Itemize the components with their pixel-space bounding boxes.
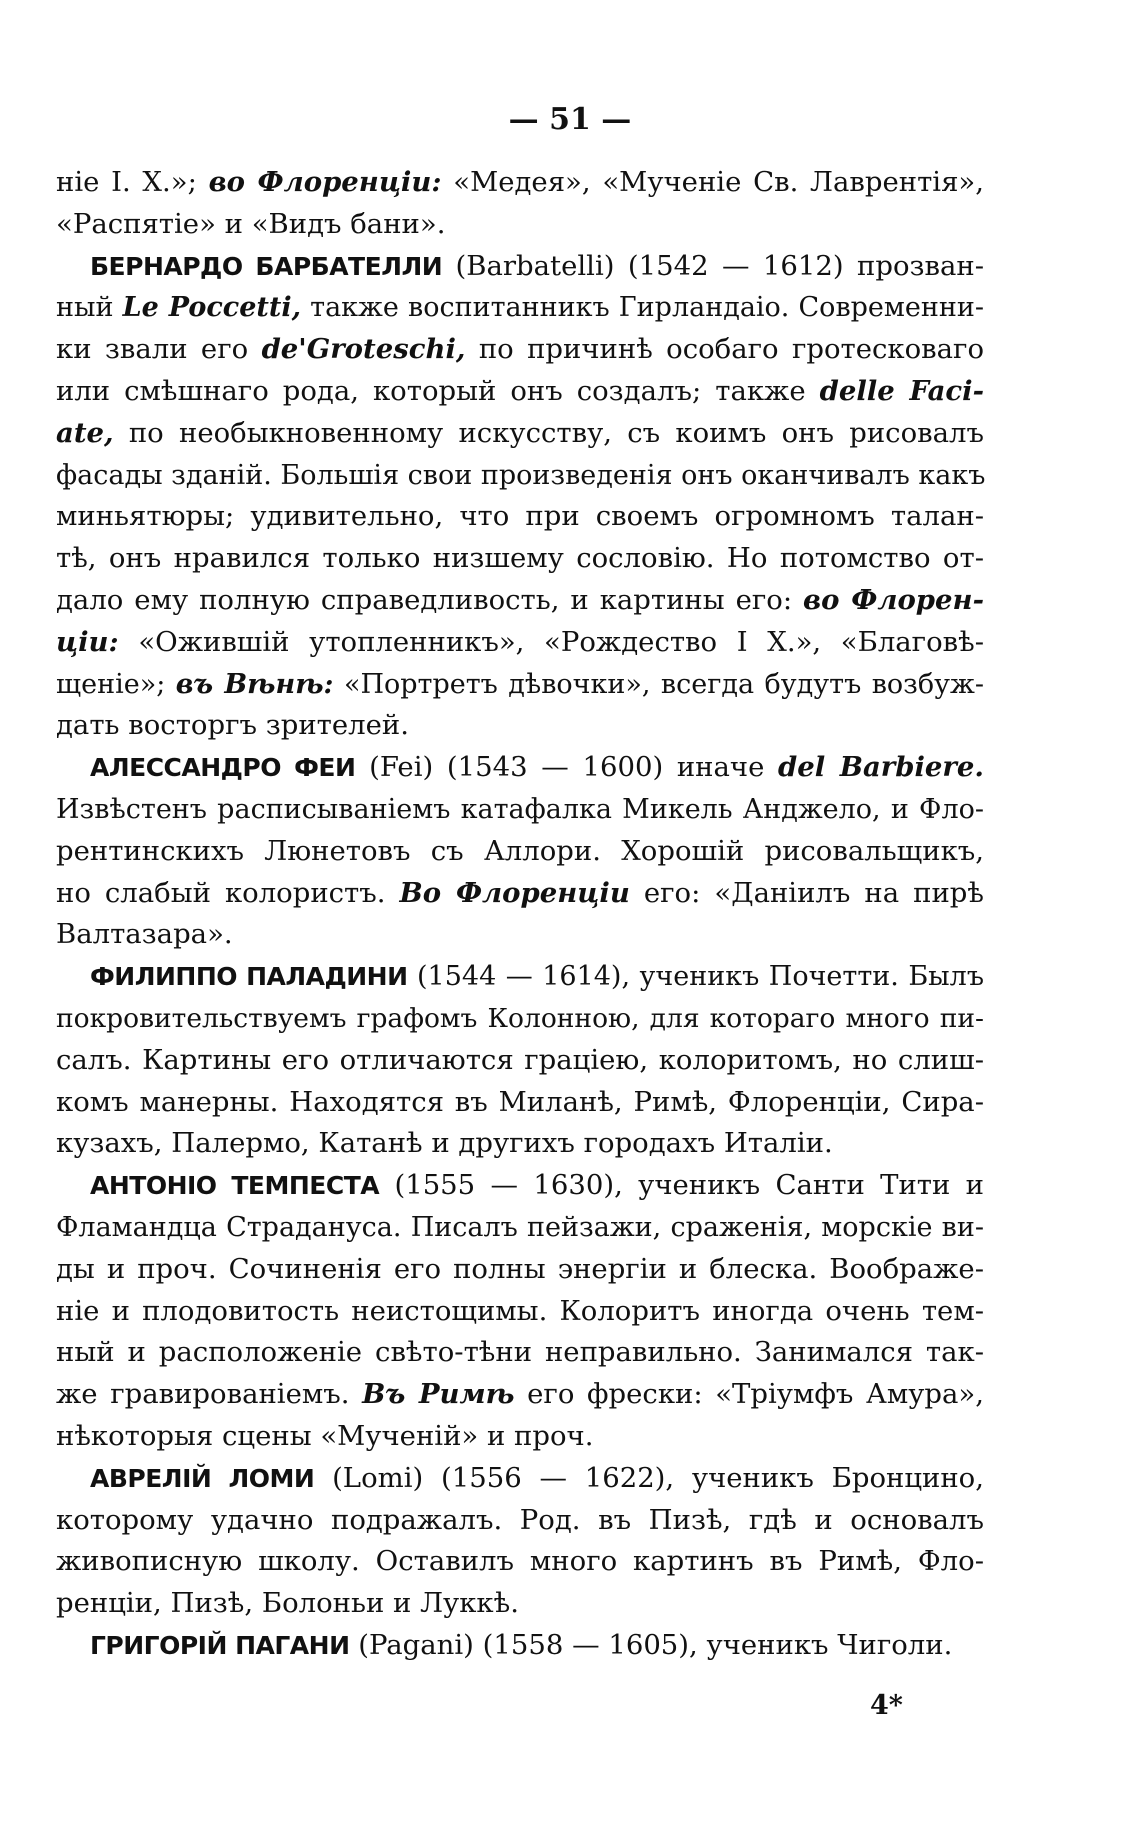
text-line (56, 747, 984, 789)
text-run: по причинѣ особаго гротесковаго (465, 333, 985, 366)
emphasis-text: Въ Римѣ (362, 1378, 515, 1411)
text-line (56, 1207, 984, 1249)
text-line (56, 1500, 984, 1542)
text-run: его: «Даніилъ на пирѣ (629, 876, 984, 909)
text-run: кузахъ, Палермо, Катанѣ и другихъ городахъ Италіи. (56, 1127, 833, 1160)
text-run: ніе І. Х.»; (56, 166, 209, 198)
text-line (56, 1374, 984, 1416)
text-line (56, 455, 984, 497)
text-line (56, 1625, 984, 1667)
text-run: ды и проч. Сочиненія его полны энергіи и блеска. Воображе- (56, 1252, 984, 1285)
text-run: нѣкоторыя сцены «Мученій» и проч. (56, 1419, 594, 1452)
text-run: Фламандца Страдануса. Писалъ пейзажи, сраженія, морскіе ви- (56, 1211, 984, 1243)
signature-mark: 4* (870, 1690, 903, 1721)
text-run: по необыкновенному искусству, съ коимъ онъ рисовалъ (113, 416, 984, 449)
emphasis-text: ate, (56, 416, 114, 449)
text-run: комъ манерны. Находятся въ Миланѣ, Римѣ, Флоренціи, Сира- (56, 1085, 984, 1118)
emphasis-text: delle Faci- (819, 374, 985, 407)
text-line (56, 413, 984, 455)
text-line (56, 789, 984, 831)
text-run: фасады зданій. Большія свои произведенія онъ оканчивалъ какъ (56, 459, 986, 491)
text-line (56, 914, 984, 956)
text-line (56, 1332, 984, 1374)
text-line (56, 1416, 984, 1458)
emphasis-text: Le Poccetti, (122, 292, 301, 324)
text-line (56, 204, 984, 246)
text-line (56, 1541, 984, 1583)
artist-name: БЕРНАРДО БАРБАТЕЛЛИ (90, 251, 443, 281)
text-line (56, 831, 984, 873)
text-line (56, 1458, 984, 1500)
emphasis-text: въ Вѣнѣ: (175, 668, 334, 700)
emphasis-text: de'Groteschi, (261, 333, 466, 366)
text-run: Извѣстенъ расписываніемъ катафалка Микель Анджело, и Фло- (56, 793, 984, 825)
text-run: салъ. Картины его отличаются граціею, колоритомъ, но слиш- (56, 1043, 984, 1076)
text-run: ніе и плодовитость неистощимы. Колоритъ иногда очень тем- (56, 1294, 984, 1327)
text-run: «Ожившій утопленникъ», «Рождество І Х.», «Благовѣ- (118, 625, 984, 658)
text-run: его фрески: «Тріумфъ Амура», (514, 1378, 984, 1411)
text-run: которому удачно подражалъ. Род. въ Пизѣ, гдѣ и основалъ (56, 1503, 984, 1536)
text-line (56, 705, 984, 747)
body-text (56, 162, 984, 1667)
text-line (56, 1583, 984, 1625)
text-line (56, 873, 984, 915)
text-line (56, 329, 984, 371)
text-line (56, 664, 984, 706)
text-run: (Fei) (1543 — 1600) иначе (355, 751, 779, 784)
text-run: ки звали его (56, 333, 262, 366)
text-run: щеніе»; (56, 668, 176, 700)
text-run: ный и расположеніе свѣто-тѣни неправильно. Занимался так- (56, 1336, 984, 1369)
artist-name: АЛЕССАНДРО ФЕИ (90, 753, 356, 783)
text-run: также воспитанникъ Гирландаіо. Современни- (301, 292, 984, 324)
text-run: (1555 — 1630), ученикъ Санти Тити и (379, 1169, 984, 1202)
artist-name: ГРИГОРІЙ ПАГАНИ (90, 1630, 350, 1660)
text-line (56, 496, 984, 538)
text-run: рентинскихъ Люнетовъ съ Аллори. Хорошій рисовальщикъ, (56, 834, 984, 867)
text-run: живописную школу. Оставилъ много картинъ въ Римѣ, Фло- (56, 1545, 984, 1578)
text-run: миньятюры; удивительно, что при своемъ огромномъ талан- (56, 500, 984, 533)
text-line (56, 538, 984, 580)
text-run: «Распятіе» и «Видъ бани». (56, 207, 446, 240)
text-run: дало ему полную справедливость, и картины его: (56, 583, 804, 616)
text-line (56, 1040, 984, 1082)
emphasis-text: Во Флоренціи (399, 876, 630, 909)
text-run: покровительствуемъ графомъ Колонною, для котораго много пи- (56, 1002, 984, 1034)
text-run: дать восторгъ зрителей. (56, 709, 409, 742)
artist-name: АНТОНІО ТЕМПЕСТА (90, 1171, 380, 1201)
text-run: «Медея», «Мученіе Св. Лаврентія», (441, 166, 984, 198)
text-line (56, 287, 984, 329)
text-line (56, 246, 984, 288)
emphasis-text: во Флорен- (803, 583, 984, 616)
text-run: (Pagani) (1558 — 1605), ученикъ Чиголи. (349, 1628, 953, 1661)
page-number: — 51 — (508, 102, 632, 137)
text-run: (Lomi) (1556 — 1622), ученикъ Бронцино, (314, 1461, 984, 1494)
text-line (56, 162, 984, 204)
text-run: же гравированіемъ. (56, 1378, 363, 1411)
text-run: Валтазара». (56, 918, 233, 951)
text-run: но слабый колористъ. (56, 876, 400, 909)
text-run: (Barbatelli) (1542 — 1612) прозван- (442, 249, 985, 282)
text-line (56, 1249, 984, 1291)
text-run: (1544 — 1614), ученикъ Почетти. Былъ (407, 961, 985, 993)
text-line (56, 580, 984, 622)
text-line (56, 1165, 984, 1207)
text-line (56, 622, 984, 664)
artist-name: ФИЛИППО ПАЛАДИНИ (90, 962, 408, 992)
emphasis-text: ціи: (56, 625, 119, 658)
emphasis-text: del Barbiere. (778, 751, 984, 784)
text-line (56, 998, 984, 1040)
text-run: ный (56, 292, 123, 324)
text-line (56, 371, 984, 413)
text-line (56, 1123, 984, 1165)
text-run: ренціи, Пизѣ, Болоньи и Луккѣ. (56, 1587, 519, 1620)
text-line (56, 1291, 984, 1333)
text-line (56, 956, 984, 998)
text-run: или смѣшнаго рода, который онъ создалъ; также (56, 374, 820, 407)
text-line (56, 1082, 984, 1124)
text-run: тѣ, онъ нравился только низшему сословію. Но потомство от- (56, 542, 984, 575)
text-run: «Портретъ дѣвочки», всегда будутъ возбуж- (333, 668, 984, 700)
artist-name: АВРЕЛІЙ ЛОМИ (90, 1463, 315, 1493)
emphasis-text: во Флоренціи: (208, 166, 442, 198)
